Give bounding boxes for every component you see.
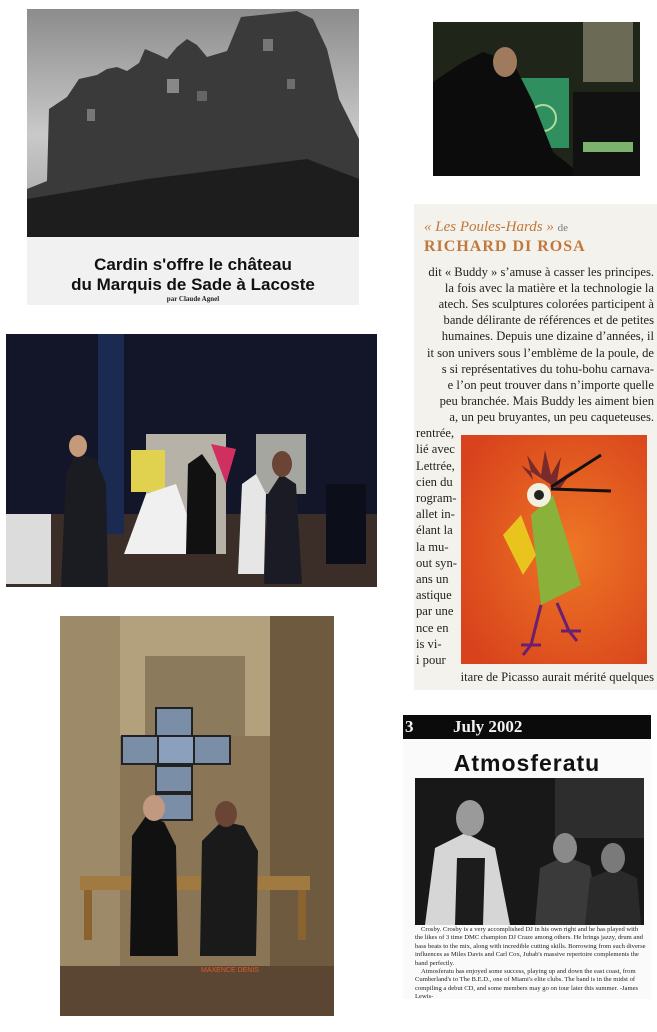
article-line: atech. Ses sculptures colorées participent à bbox=[438, 297, 654, 311]
article-line: e l’on peut trouver dans n’importe quelle bbox=[447, 378, 654, 392]
article-line: it son univers sous l’emblème de la poule, de bbox=[427, 346, 654, 360]
castle-byline: par Claude Agnel bbox=[166, 295, 220, 303]
article-kicker-de: de bbox=[557, 222, 568, 234]
newsletter-paragraph-text: Atmosferatu has enjoyed some success, playing up and down the east coast, from Cumberland's to The B.E.D., one of Miami's elite clubs. The band is in the midst of compiling a debut CD, and some members may go on tour later this summer. bbox=[415, 968, 636, 992]
newsletter-banner bbox=[403, 715, 651, 739]
article-side-line: ans un bbox=[416, 572, 449, 586]
pianist-photo bbox=[433, 22, 640, 176]
article-kicker bbox=[424, 219, 654, 236]
band-photo bbox=[415, 778, 644, 925]
article-side-line: i pour bbox=[416, 653, 446, 667]
article-side-line: rogram- bbox=[416, 491, 457, 505]
issue-number: 3 bbox=[405, 717, 414, 736]
headline-line-2: du Marquis de Sade à Lacoste bbox=[71, 275, 315, 294]
article-line: la fois avec la matière et la technologie la bbox=[444, 281, 654, 295]
castle-clipping bbox=[27, 9, 359, 305]
castle-headline bbox=[27, 255, 359, 295]
article-side-line: is vi- bbox=[416, 637, 442, 651]
article-kicker-title: « Les Poules-Hards » bbox=[424, 219, 554, 235]
issue-date: July 2002 bbox=[453, 717, 523, 736]
article-side-line: astique bbox=[416, 588, 452, 602]
article-line: a, un peu bruyantes, un peu caqueteuses. bbox=[449, 410, 654, 424]
article-line: s si représentatives du tohu-bohu carnava- bbox=[441, 362, 654, 376]
article-line: bande délirante de références et de petites bbox=[443, 313, 654, 327]
article-line: dit « Buddy » s’amuse à casser les principes. bbox=[428, 265, 654, 279]
article-side-line: nce en bbox=[416, 621, 449, 635]
newsletter-signature: -James Lewis- bbox=[415, 984, 639, 999]
concert-photo bbox=[6, 334, 377, 587]
castle-ruin-illustration bbox=[27, 9, 359, 237]
article-side-line: lié avec bbox=[416, 442, 455, 456]
church-sign-text: MAXENCE DENIS bbox=[201, 967, 259, 974]
newsletter-paragraph: Crosby. Crosby is a very accomplished DJ in his own right and he has played with the likes of 3 time DMC champion DJ Craze among others. He brings jazzy, drum and bass beats to the mix, along with incredible cutting skills. Borrowing from such diverse influences as Miles Davis and Carl Cox, Jubab's massive repertoire complements the band perfectly. bbox=[415, 926, 646, 967]
article-side-line: Lettrée, bbox=[416, 459, 455, 473]
rooster-painting bbox=[461, 435, 647, 664]
article-side-line: par une bbox=[416, 604, 454, 618]
atmosferatu-newsletter bbox=[403, 715, 651, 999]
article-author: RICHARD DI ROSA bbox=[424, 238, 586, 255]
newsletter-paragraph bbox=[415, 968, 647, 999]
article-line: itare de Picasso aurait mérité quelques bbox=[460, 670, 654, 684]
article-side-line: la mu- bbox=[416, 540, 449, 554]
article-side-line: cien du bbox=[416, 475, 453, 489]
church-tv-installation-photo bbox=[60, 616, 334, 1016]
newsletter-body bbox=[415, 926, 647, 999]
article-side-line: allet in- bbox=[416, 507, 455, 521]
article-side-line: out syn- bbox=[416, 556, 457, 570]
poules-hards-article bbox=[414, 204, 657, 690]
article-side-line: élant la bbox=[416, 523, 453, 537]
article-line: peu branchée. Mais Buddy les aiment bien bbox=[439, 394, 654, 408]
castle-photo bbox=[27, 9, 359, 237]
article-line: humaines. Depuis une dizaine d’années, il bbox=[441, 329, 654, 343]
headline-line-1: Cardin s'offre le château bbox=[94, 255, 292, 274]
article-side-line: rentrée, bbox=[416, 426, 455, 440]
newsletter-title: Atmosferatu bbox=[453, 750, 601, 776]
